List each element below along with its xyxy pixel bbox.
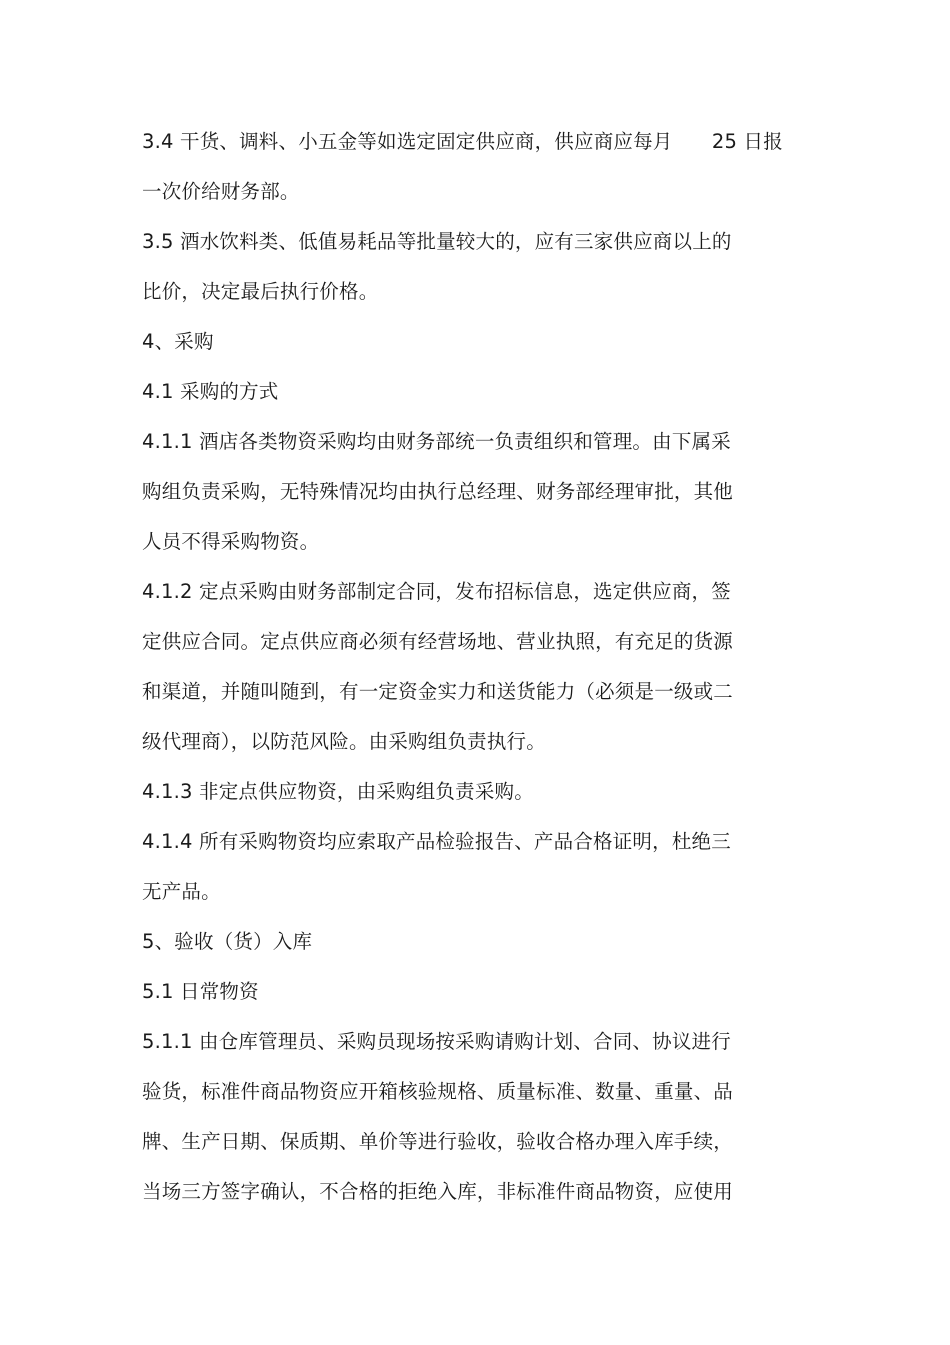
text-line: 购组负责采购，无特殊情况均由执行总经理、财务部经理审批，其他 [142, 480, 734, 503]
subsection-heading: 4.1 采购的方式 [142, 380, 279, 403]
text-line: 验货，标准件商品物资应开箱核验规格、质量标准、数量、重量、品 [142, 1080, 734, 1103]
text-line: 4.1.1 酒店各类物资采购均由财务部统一负责组织和管理。由下属采 [142, 430, 731, 453]
text-line: 人员不得采购物资。 [142, 530, 320, 553]
text-line: 无产品。 [142, 880, 221, 903]
text-line: 定供应合同。定点供应商必须有经营场地、营业执照，有充足的货源 [142, 630, 734, 653]
text-line: 5.1.1 由仓库管理员、采购员现场按采购请购计划、合同、协议进行 [142, 1030, 731, 1053]
text-line: 当场三方签字确认，不合格的拒绝入库，非标准件商品物资，应使用 [142, 1180, 734, 1203]
text-line: 4.1.3 非定点供应物资，由采购组负责采购。 [142, 780, 534, 803]
text-line: 牌、生产日期、保质期、单价等进行验收，验收合格办理入库手续， [142, 1130, 734, 1153]
text-line: 比价，决定最后执行价格。 [142, 280, 379, 303]
text-line: 一次价给财务部。 [142, 180, 300, 203]
text-line: 4.1.2 定点采购由财务部制定合同，发布招标信息，选定供应商，签 [142, 580, 731, 603]
section-heading: 4、采购 [142, 330, 214, 353]
subsection-heading: 5.1 日常物资 [142, 980, 259, 1003]
text-line: 3.5 酒水饮料类、低值易耗品等批量较大的，应有三家供应商以上的 [142, 230, 732, 253]
text-line: 级代理商），以防范风险。由采购组负责执行。 [142, 730, 546, 753]
text-line: 3.4 干货、调料、小五金等如选定固定供应商，供应商应每月 25 日报 [142, 130, 783, 153]
section-heading: 5、验收（货）入库 [142, 930, 313, 953]
text-line: 4.1.4 所有采购物资均应索取产品检验报告、产品合格证明，杜绝三 [142, 830, 731, 853]
text-line: 和渠道，并随叫随到，有一定资金实力和送货能力（必须是一级或二 [142, 680, 734, 703]
